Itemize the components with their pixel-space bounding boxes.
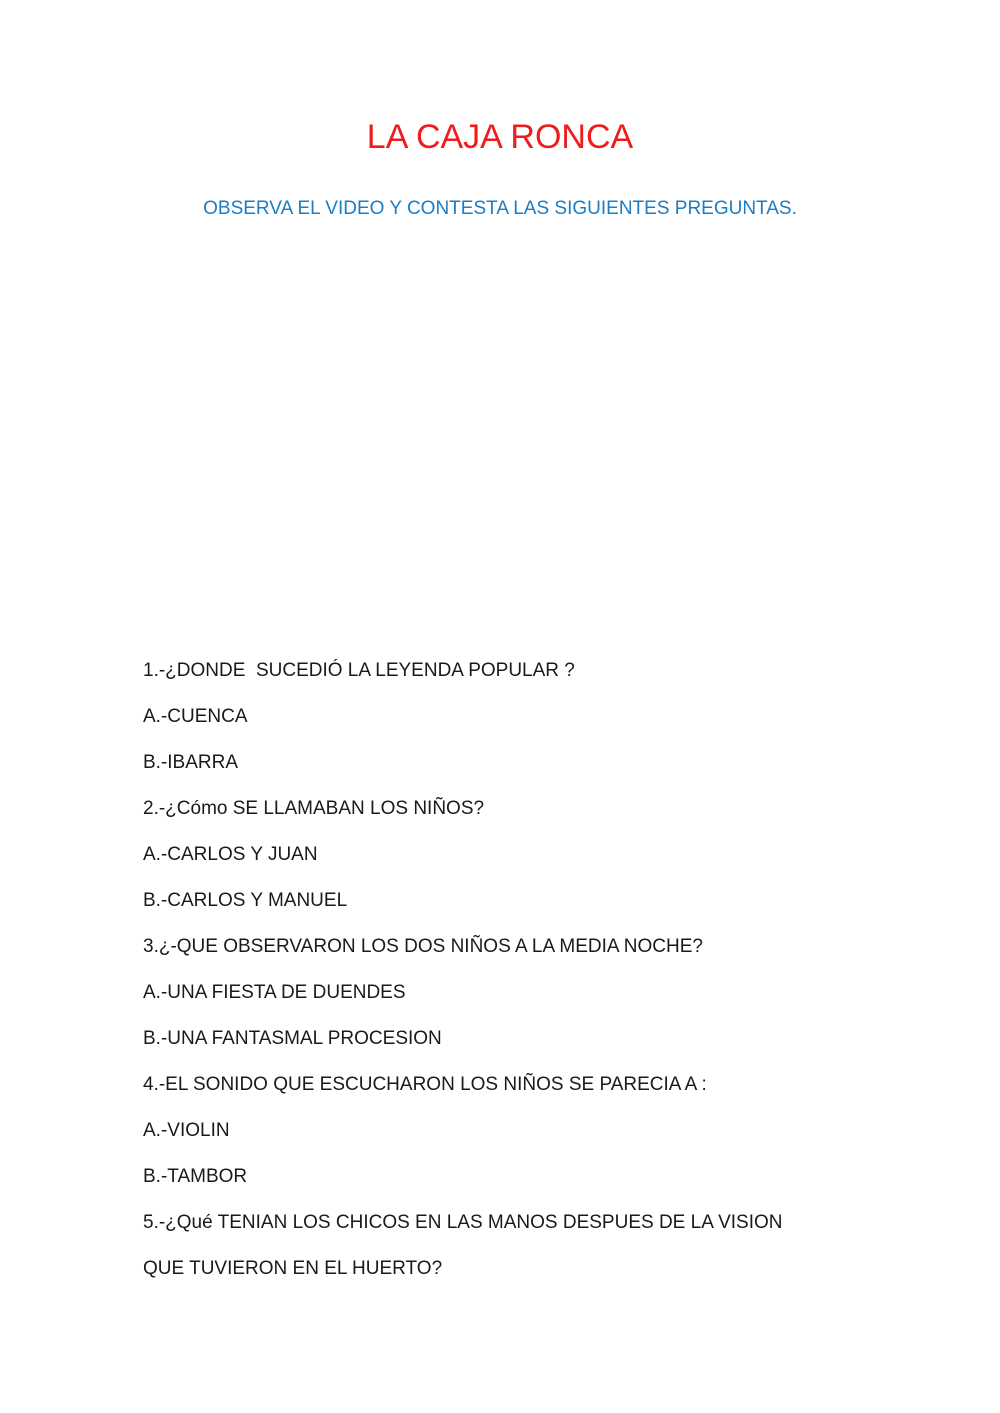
answer-option-3a: A.-UNA FIESTA DE DUENDES [143, 982, 406, 1003]
video-placeholder [143, 250, 857, 630]
instructions-text: OBSERVA EL VIDEO Y CONTESTA LAS SIGUIENTES PREGUNTAS. [203, 198, 797, 219]
question-5: 5.-¿Qué TENIAN LOS CHICOS EN LAS MANOS DESPUES DE LA VISION [143, 1212, 783, 1233]
answer-option-3b: B.-UNA FANTASMAL PROCESION [143, 1028, 442, 1049]
page-title: LA CAJA RONCA [366, 118, 634, 156]
question-2: 2.-¿Cómo SE LLAMABAN LOS NIÑOS? [143, 798, 485, 819]
question-4: 4.-EL SONIDO QUE ESCUCHARON LOS NIÑOS SE PARECIA A : [143, 1074, 707, 1095]
answer-option-1b: B.-IBARRA [143, 752, 239, 773]
answer-option-1a: A.-CUENCA [143, 706, 248, 727]
question-list [143, 656, 903, 1300]
answer-option-2b: B.-CARLOS Y MANUEL [143, 890, 348, 911]
question-5-continued: QUE TUVIERON EN EL HUERTO? [143, 1258, 443, 1279]
answer-option-2a: A.-CARLOS Y JUAN [143, 844, 318, 865]
answer-option-4a: A.-VIOLIN [143, 1120, 230, 1141]
answer-option-4b: B.-TAMBOR [143, 1166, 248, 1187]
question-3: 3.¿-QUE OBSERVARON LOS DOS NIÑOS A LA MEDIA NOCHE? [143, 936, 703, 957]
question-1: 1.-¿DONDE SUCEDIÓ LA LEYENDA POPULAR ? [143, 660, 575, 681]
